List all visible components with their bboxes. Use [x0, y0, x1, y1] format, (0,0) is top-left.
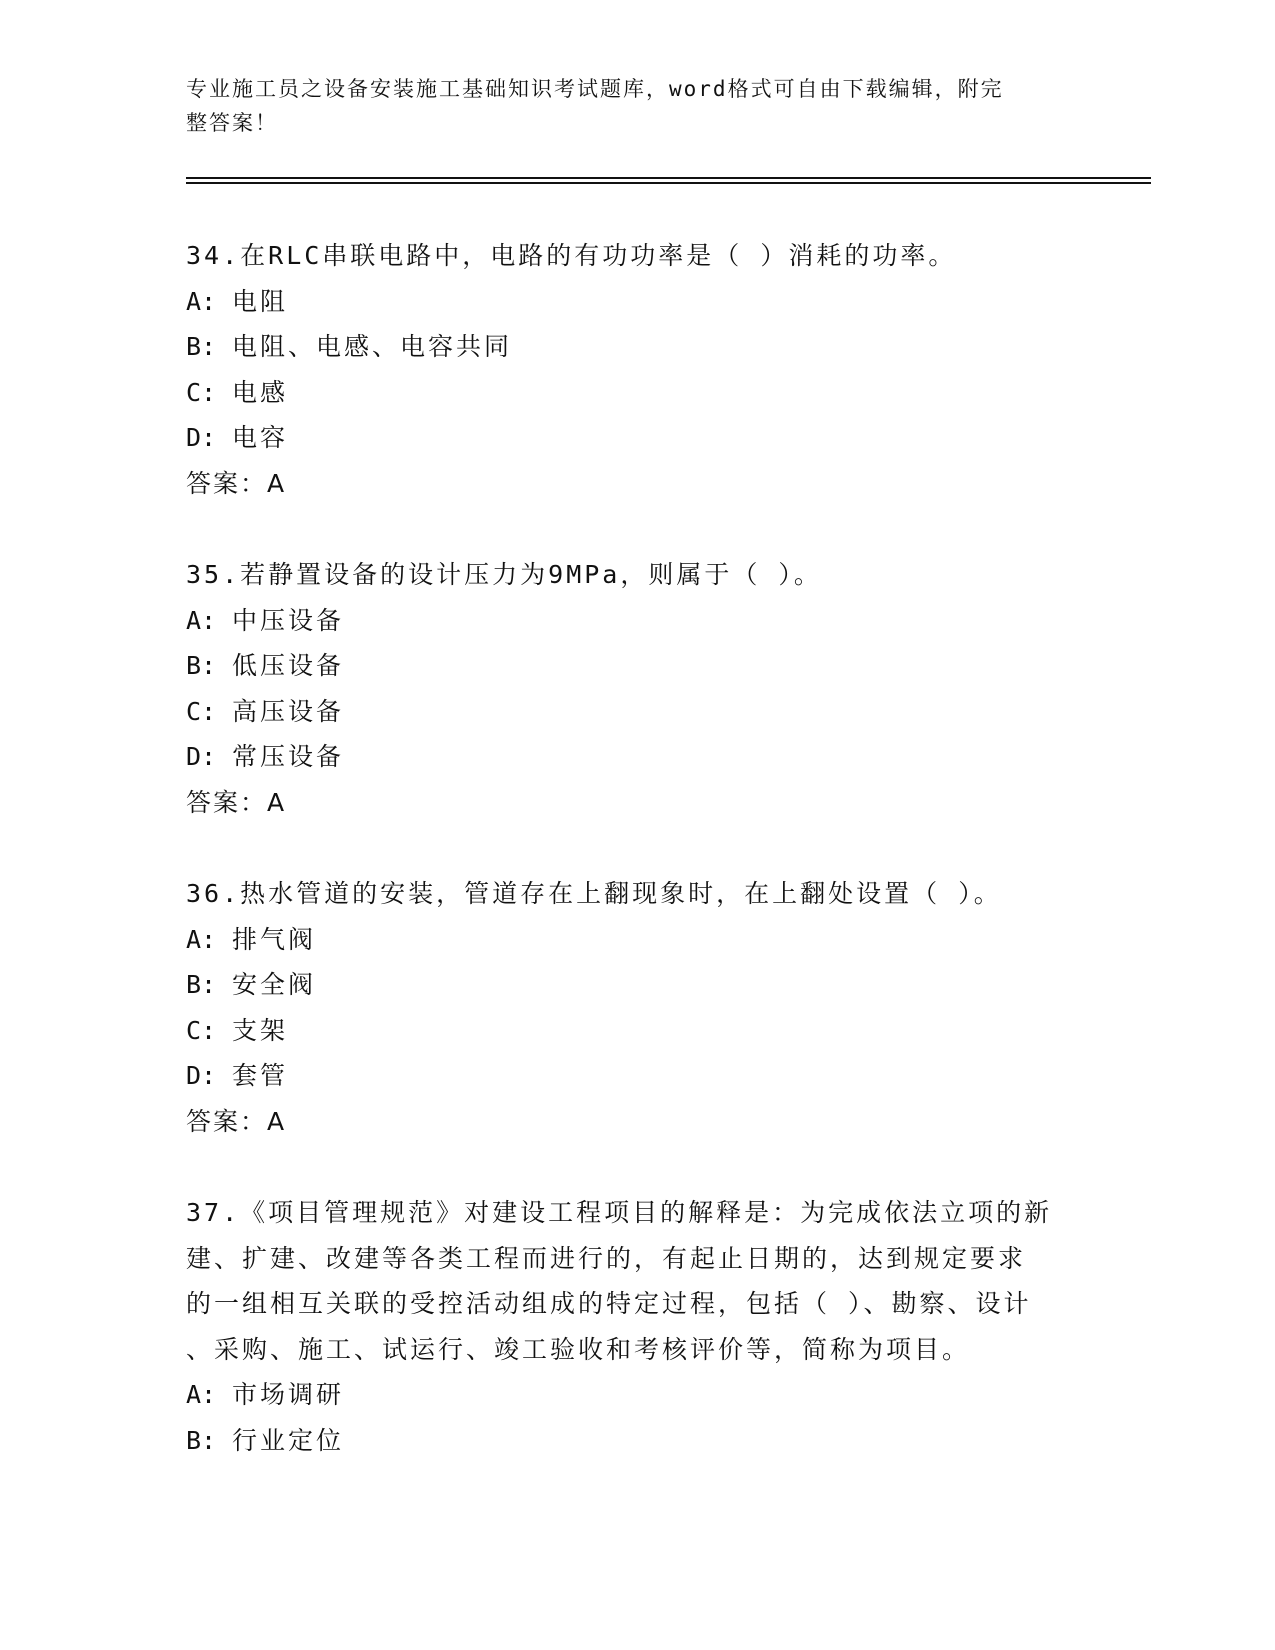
- option-key: A:: [186, 605, 217, 635]
- option-d[interactable]: [186, 734, 1086, 780]
- question-35: [186, 552, 1086, 825]
- question-stem: 36.热水管道的安装，管道存在上翻现象时，在上翻处设置（ ）。: [186, 879, 1002, 908]
- question-stem-line-2: 建、扩建、改建等各类工程而进行的，有起止日期的，达到规定要求: [186, 1243, 1027, 1273]
- question-stem: 35.若静置设备的设计压力为9MPa，则属于（ ）。: [186, 560, 822, 589]
- option-text: 排气阀: [232, 924, 317, 954]
- option-key: C:: [186, 1015, 217, 1045]
- question-37: [186, 1190, 1086, 1463]
- question-stem-line-1: 37.《项目管理规范》对建设工程项目的解释是：为完成依法立项的新: [186, 1198, 1053, 1227]
- option-d[interactable]: [186, 1053, 1086, 1099]
- question-36: [186, 871, 1086, 1144]
- option-b[interactable]: [186, 643, 1086, 689]
- option-text: 电容: [232, 423, 289, 452]
- option-key: D:: [186, 423, 217, 452]
- option-key: B:: [186, 332, 217, 361]
- option-key: D:: [186, 742, 217, 771]
- option-text: 安全阀: [232, 970, 317, 999]
- answer-line: 答案：A: [186, 1106, 287, 1136]
- option-key: D:: [186, 1061, 217, 1090]
- header-rule-bottom: [186, 182, 1151, 184]
- option-key: A:: [186, 1380, 217, 1409]
- header-rule-top: [186, 177, 1151, 179]
- option-key: B:: [186, 1425, 217, 1455]
- option-a[interactable]: [186, 917, 1086, 963]
- document-header: [186, 72, 1066, 140]
- option-text: 行业定位: [232, 1425, 345, 1455]
- option-text: 支架: [232, 1015, 289, 1045]
- header-line-2: 整答案！: [186, 111, 278, 135]
- option-text: 市场调研: [232, 1380, 345, 1409]
- header-line-1: 专业施工员之设备安装施工基础知识考试题库，word格式可自由下载编辑，附完: [186, 77, 1004, 101]
- option-key: B:: [186, 651, 217, 680]
- option-key: C:: [186, 377, 217, 407]
- option-key: A:: [186, 924, 217, 954]
- answer-line: 答案：A: [186, 787, 287, 817]
- option-c[interactable]: [186, 1008, 1086, 1054]
- option-a[interactable]: [186, 598, 1086, 644]
- option-b[interactable]: [186, 324, 1086, 370]
- question-stem-line-4: 、采购、施工、试运行、竣工验收和考核评价等，简称为项目。: [186, 1334, 971, 1364]
- option-text: 套管: [232, 1061, 289, 1090]
- option-d[interactable]: [186, 415, 1086, 461]
- option-b[interactable]: [186, 1418, 1086, 1464]
- option-text: 电阻、电感、电容共同: [232, 332, 513, 361]
- question-34: [186, 233, 1086, 506]
- answer-line: 答案：A: [186, 468, 287, 498]
- option-text: 电阻: [232, 286, 289, 316]
- option-text: 中压设备: [232, 605, 345, 635]
- option-text: 低压设备: [232, 651, 345, 680]
- option-key: B:: [186, 970, 217, 999]
- option-key: C:: [186, 696, 217, 726]
- option-b[interactable]: [186, 962, 1086, 1008]
- option-text: 常压设备: [232, 742, 345, 771]
- option-key: A:: [186, 286, 217, 316]
- question-stem-line-3: 的一组相互关联的受控活动组成的特定过程，包括（ ）、勘察、设计: [186, 1289, 1032, 1318]
- option-c[interactable]: [186, 689, 1086, 735]
- option-text: 高压设备: [232, 696, 345, 726]
- question-stem: 34.在RLC串联电路中，电路的有功功率是（ ）消耗的功率。: [186, 241, 957, 270]
- option-c[interactable]: [186, 370, 1086, 416]
- option-text: 电感: [232, 377, 289, 407]
- option-a[interactable]: [186, 1372, 1086, 1418]
- option-a[interactable]: [186, 279, 1086, 325]
